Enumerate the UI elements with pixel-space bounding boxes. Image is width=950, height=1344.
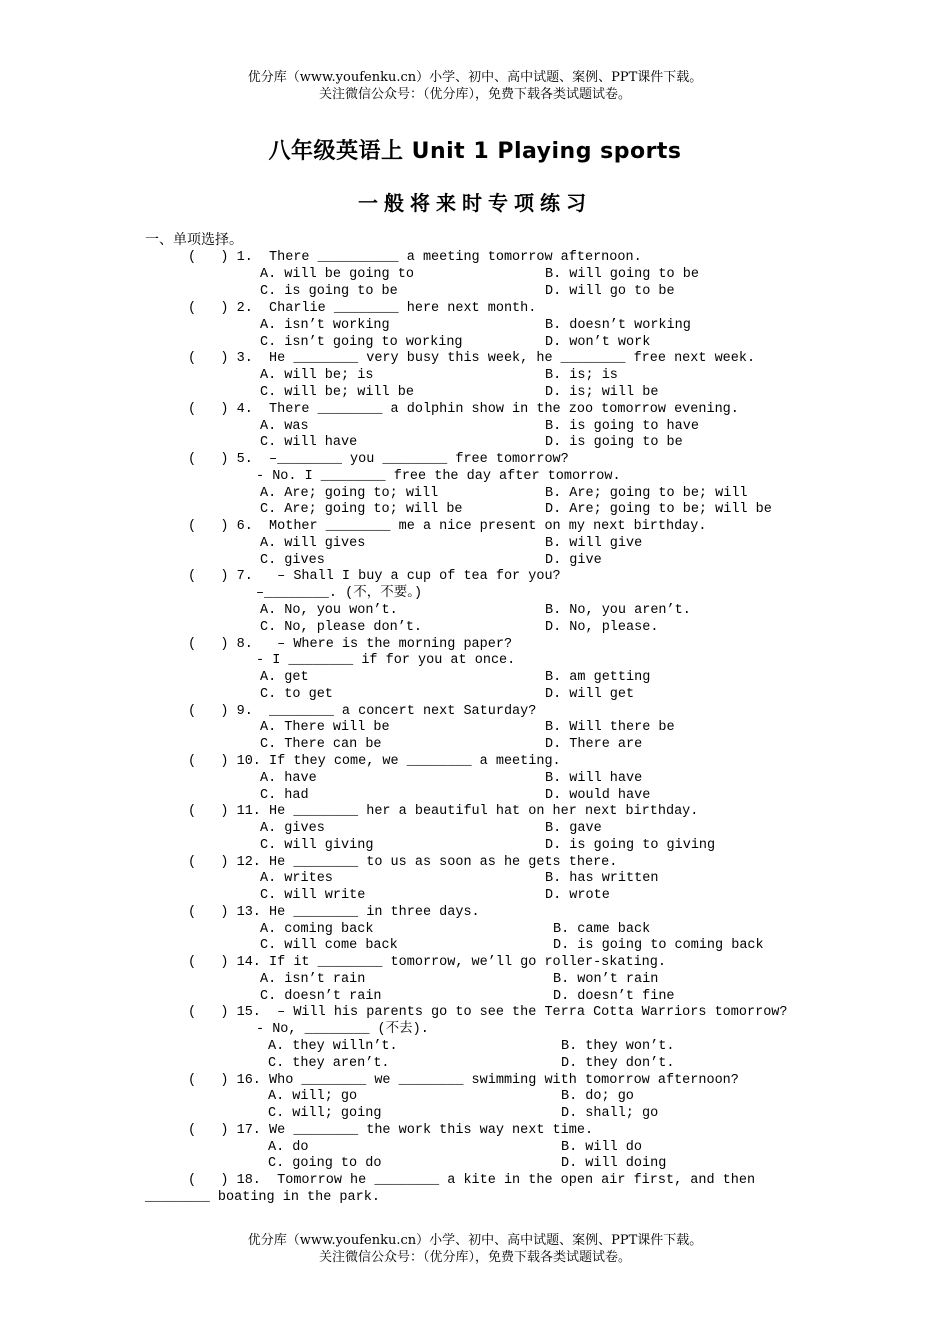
answer-option: A. isn’t working xyxy=(260,318,390,333)
question-stem: ( ) 15. – Will his parents go to see the Terra Cotta Warriors tomorrow? xyxy=(188,1005,788,1020)
answer-option: D. is going to coming back xyxy=(553,938,764,953)
section-heading: 一、单项选择。 xyxy=(145,232,243,248)
answer-option: A. gives xyxy=(260,821,325,836)
answer-option: D. is going to giving xyxy=(545,838,716,853)
answer-option: A. isn’t rain xyxy=(260,972,366,987)
answer-option: D. shall; go xyxy=(561,1106,659,1121)
page-title: 八年级英语上 Unit 1 Playing sports xyxy=(268,139,682,164)
answer-option: A. coming back xyxy=(260,922,374,937)
answer-option: C. will; going xyxy=(268,1106,382,1121)
answer-option: B. Are; going to be; will xyxy=(545,486,748,501)
answer-option: B. will give xyxy=(545,536,643,551)
question-stem: ( ) 12. He ________ to us as soon as he gets there. xyxy=(188,855,618,870)
answer-option: B. won’t rain xyxy=(553,972,659,987)
answer-option: A. will gives xyxy=(260,536,366,551)
answer-option: D. doesn’t fine xyxy=(553,989,675,1004)
question-stem: ( ) 16. Who ________ we ________ swimming with tomorrow afternoon? xyxy=(188,1073,739,1088)
answer-option: A. get xyxy=(260,670,309,685)
question-line: ________ boating in the park. xyxy=(145,1190,380,1205)
answer-option: B. doesn’t working xyxy=(545,318,691,333)
question-line: - I ________ if for you at once. xyxy=(256,653,516,668)
page-footer xyxy=(0,1232,950,1266)
answer-option: D. No, please. xyxy=(545,620,659,635)
question-stem: ( ) 13. He ________ in three days. xyxy=(188,905,480,920)
question-line: - No, ________ (不去). xyxy=(256,1022,429,1037)
answer-option: D. There are xyxy=(545,737,643,752)
question-line: –________. (不，不要。) xyxy=(256,586,423,601)
question-stem: ( ) 10. If they come, we ________ a meeting. xyxy=(188,754,561,769)
answer-option: C. to get xyxy=(260,687,333,702)
answer-option: A. was xyxy=(260,419,309,434)
answer-option: B. has written xyxy=(545,871,659,886)
question-stem: ( ) 11. He ________ her a beautiful hat on her next birthday. xyxy=(188,804,699,819)
question-stem: ( ) 8. – Where is the morning paper? xyxy=(188,637,513,652)
header-line-1: 优分库（www.youfenku.cn）小学、初中、高中试题、案例、PPT课件下载。 xyxy=(247,70,703,85)
question-stem: ( ) 4. There ________ a dolphin show in the zoo tomorrow evening. xyxy=(188,402,739,417)
answer-option: D. they don’t. xyxy=(561,1056,675,1071)
answer-option: D. Are; going to be; will be xyxy=(545,502,772,517)
question-stem: ( ) 3. He ________ very busy this week, he ________ free next week. xyxy=(188,351,756,366)
answer-option: B. will do xyxy=(561,1140,643,1155)
answer-option: C. will come back xyxy=(260,938,398,953)
question-stem: ( ) 1. There __________ a meeting tomorrow afternoon. xyxy=(188,250,642,265)
answer-option: C. will write xyxy=(260,888,366,903)
answer-option: D. give xyxy=(545,553,602,568)
answer-option: C. will giving xyxy=(260,838,374,853)
answer-option: C. Are; going to; will be xyxy=(260,502,463,517)
answer-option: B. gave xyxy=(545,821,602,836)
answer-option: B. is going to have xyxy=(545,419,699,434)
answer-option: C. going to do xyxy=(268,1156,382,1171)
answer-option: D. will doing xyxy=(561,1156,667,1171)
answer-option: D. is; will be xyxy=(545,385,659,400)
answer-option: B. am getting xyxy=(545,670,651,685)
answer-option: B. Will there be xyxy=(545,720,675,735)
answer-option: A. will be; is xyxy=(260,368,374,383)
answer-option: A. No, you won’t. xyxy=(260,603,398,618)
footer-line-2: 关注微信公众号：（优分库），免费下载各类试题试卷。 xyxy=(318,1250,631,1265)
answer-option: A. Are; going to; will xyxy=(260,486,439,501)
page-header xyxy=(0,69,950,103)
page-subtitle: 一般将来时专项练习 xyxy=(358,191,592,215)
answer-option: B. will going to be xyxy=(545,267,699,282)
answer-option: D. is going to be xyxy=(545,435,683,450)
question-stem: ( ) 7. – Shall I buy a cup of tea for you? xyxy=(188,569,561,584)
answer-option: A. There will be xyxy=(260,720,390,735)
answer-option: C. had xyxy=(260,788,309,803)
answer-option: C. doesn’t rain xyxy=(260,989,382,1004)
question-stem: ( ) 6. Mother ________ me a nice present on my next birthday. xyxy=(188,519,707,534)
answer-option: B. came back xyxy=(553,922,651,937)
answer-option: C. they aren’t. xyxy=(268,1056,390,1071)
answer-option: C. will be; will be xyxy=(260,385,414,400)
answer-option: C. isn’t going to working xyxy=(260,335,463,350)
question-stem: ( ) 9. ________ a concert next Saturday? xyxy=(188,704,537,719)
answer-option: C. will have xyxy=(260,435,358,450)
answer-option: B. is; is xyxy=(545,368,618,383)
answer-option: A. will; go xyxy=(268,1089,358,1104)
answer-option: C. No, please don’t. xyxy=(260,620,423,635)
answer-option: D. wrote xyxy=(545,888,610,903)
answer-option: A. do xyxy=(268,1140,309,1155)
answer-option: D. won’t work xyxy=(545,335,651,350)
question-stem: ( ) 2. Charlie ________ here next month. xyxy=(188,301,537,316)
answer-option: A. will be going to xyxy=(260,267,414,282)
answer-option: B. they won’t. xyxy=(561,1039,675,1054)
question-stem: ( ) 5. –________ you ________ free tomorrow? xyxy=(188,452,569,467)
question-stem: ( ) 18. Tomorrow he ________ a kite in the open air first, and then xyxy=(188,1173,756,1188)
answer-option: C. gives xyxy=(260,553,325,568)
footer-line-1: 优分库（www.youfenku.cn）小学、初中、高中试题、案例、PPT课件下载。 xyxy=(247,1233,703,1248)
answer-option: A. writes xyxy=(260,871,333,886)
question-line: - No. I ________ free the day after tomorrow. xyxy=(256,469,621,484)
answer-option: B. do; go xyxy=(561,1089,634,1104)
question-stem: ( ) 17. We ________ the work this way next time. xyxy=(188,1123,594,1138)
header-line-2: 关注微信公众号：（优分库），免费下载各类试题试卷。 xyxy=(318,87,631,102)
answer-option: A. have xyxy=(260,771,317,786)
answer-option: B. No, you aren’t. xyxy=(545,603,691,618)
answer-option: A. they willn’t. xyxy=(268,1039,398,1054)
answer-option: C. is going to be xyxy=(260,284,398,299)
answer-option: D. would have xyxy=(545,788,651,803)
answer-option: D. will go to be xyxy=(545,284,675,299)
answer-option: B. will have xyxy=(545,771,643,786)
question-stem: ( ) 14. If it ________ tomorrow, we’ll go roller-skating. xyxy=(188,955,666,970)
answer-option: D. will get xyxy=(545,687,635,702)
answer-option: C. There can be xyxy=(260,737,382,752)
